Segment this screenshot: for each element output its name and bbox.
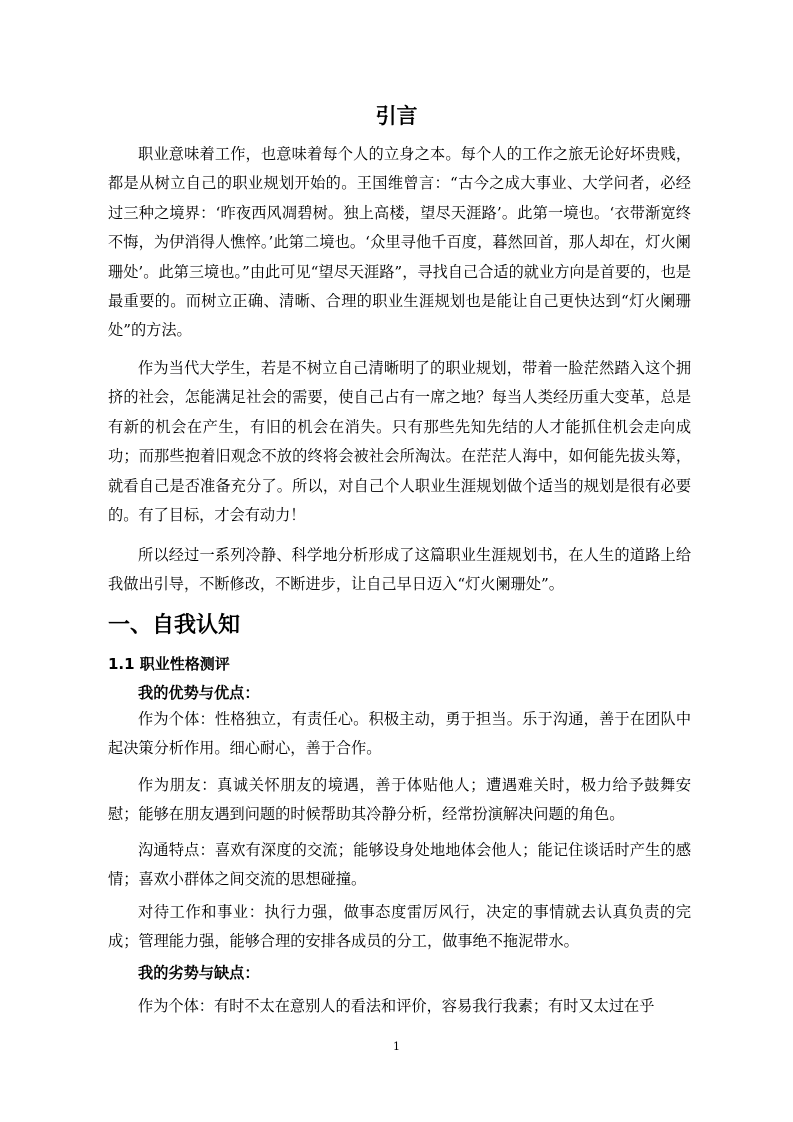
intro-paragraph-3: 所以经过一系列冷静、科学地分析形成了这篇职业生涯规划书，在人生的道路上给我做出引导，不断修改，不断进步，让自己早日迈入“灯火阑珊处”。 — [108, 546, 691, 594]
page-title: 引言 — [375, 103, 418, 128]
subsection-heading-personality-test: 1.1 职业性格测评 — [108, 655, 230, 673]
strength-paragraph-communication: 沟通特点：喜欢有深度的交流；能够设身处地地体会他人；能记住谈话时产生的感情；喜欢小群体之间交流的思想碰撞。 — [108, 841, 691, 889]
strength-paragraph-friend: 作为朋友：真诚关怀朋友的境遇，善于体贴他人；遭遇难关时，极力给予鼓舞安慰；能够在朋友遇到问题的时候帮助其冷静分析，经常扮演解决问题的角色。 — [108, 776, 691, 824]
page-number: 1 — [393, 1040, 400, 1053]
section-heading-self-awareness: 一、自我认知 — [108, 613, 241, 638]
intro-paragraph-2: 作为当代大学生，若是不树立自己清晰明了的职业规划，带着一脸茫然踏入这个拥挤的社会，怎能满足社会的需要，使自己占有一席之地？每当人类经历重大变革，总是有新的机会在产生，有旧的机会在消失。只有那些先知先结的人才能抓住机会走向成功；而那些抱着旧观念不放的终将会被社会所淘汰。在茫茫人海中，如何能先拔头筹，就看自己是否准备充分了。所以，对自己个人职业生涯规划做个适当的规划是很有必要的。有了目标，才会有动力！ — [108, 359, 691, 525]
weakness-paragraph-individual: 作为个体：有时不太在意别人的看法和评价，容易我行我素；有时又太过在乎 — [138, 997, 655, 1015]
strength-paragraph-individual: 作为个体：性格独立，有责任心。积极主动，勇于担当。乐于沟通，善于在团队中起决策分析作用。细心耐心，善于合作。 — [108, 710, 691, 758]
intro-paragraph-1: 职业意味着工作，也意味着每个人的立身之本。每个人的工作之旅无论好坏贵贱，都是从树立自己的职业规划开始的。王国维曾言：“古今之成大事业、大学问者，必经过三种之境界：‘昨夜西风凋碧树。独上高楼，望尽天涯路’。此第一境也。‘衣带渐宽终不悔，为伊消得人憔悴。’此第二境也。‘众里寻他千百度，暮然回首，那人却在，灯火阑珊处’。此第三境也。”由此可见“望尽天涯路”，寻找自己合适的就业方向是首要的，也是最重要的。而树立正确、清晰、合理的职业生涯规划也是能让自己更快达到“灯火阑珊处”的方法。 — [108, 145, 691, 340]
weaknesses-heading: 我的劣势与缺点： — [138, 964, 260, 982]
strengths-heading: 我的优势与优点： — [138, 684, 260, 702]
strength-paragraph-work: 对待工作和事业：执行力强，做事态度雷厉风行，决定的事情就去认真负责的完成；管理能力强，能够合理的安排各成员的分工，做事绝不拖泥带水。 — [108, 903, 691, 951]
